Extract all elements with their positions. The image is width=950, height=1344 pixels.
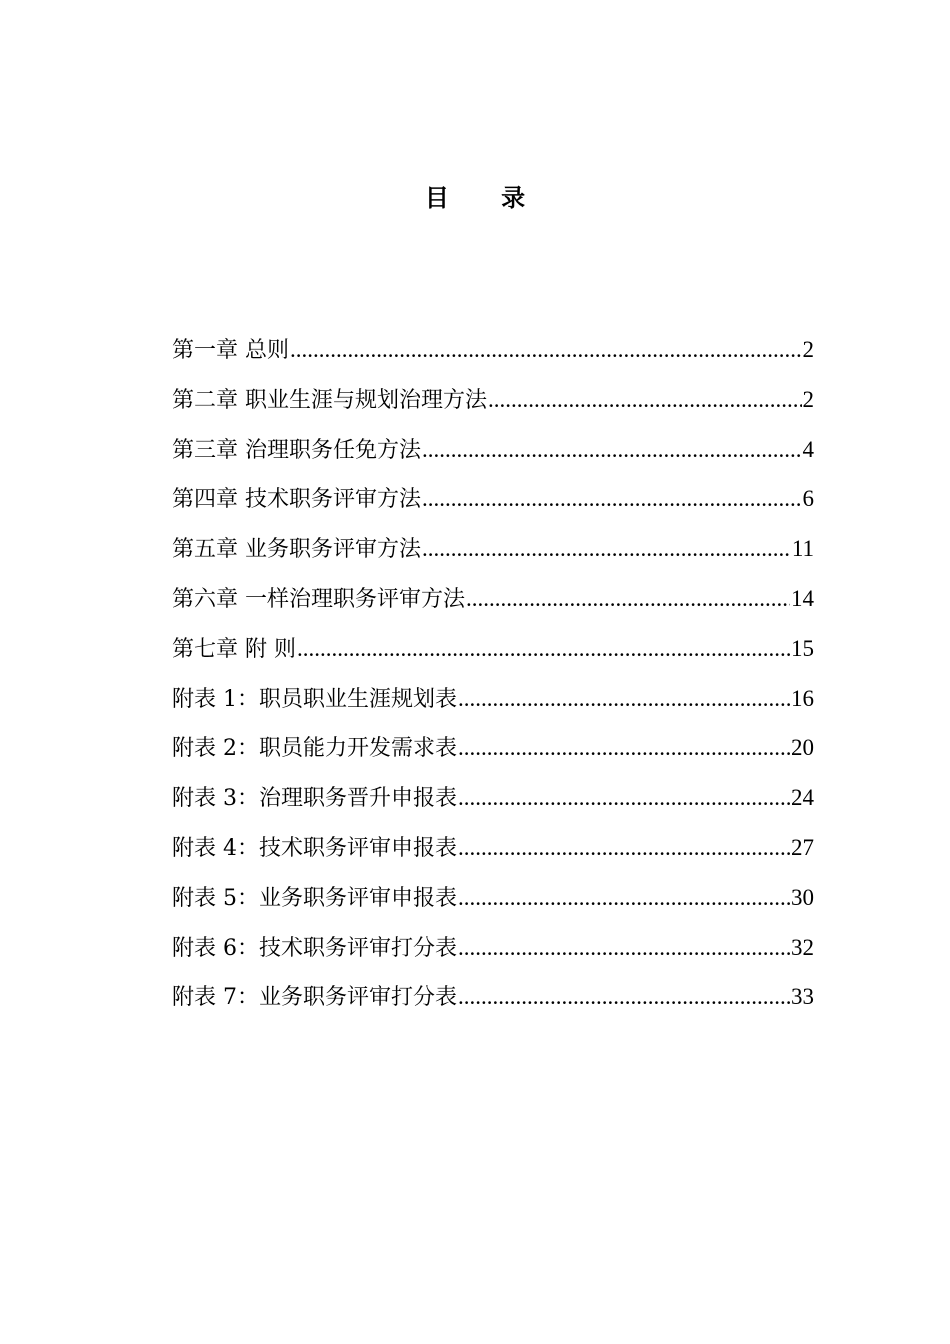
toc-leader-dots [458, 723, 790, 773]
toc-entry[interactable] [172, 972, 814, 1022]
toc-entry-page: 27 [791, 834, 814, 860]
toc-leader-dots [422, 474, 802, 524]
toc-leader-dots [466, 574, 790, 624]
toc-entry-label: 附表 2：职员能力开发需求表 [172, 736, 457, 762]
toc-entry-label: 第六章 一样治理职务评审方法 [172, 586, 465, 612]
toc-entry-label: 第一章 总则 [172, 338, 289, 363]
toc-entry-page: 30 [791, 884, 814, 910]
toc-entry[interactable] [172, 723, 814, 773]
toc-leader-dots [422, 524, 791, 574]
toc-leader-dots [297, 624, 790, 674]
toc-leader-dots [488, 375, 802, 425]
toc-leader-dots [422, 425, 802, 475]
toc-entry[interactable] [172, 823, 814, 873]
toc-entry-page: 2 [802, 386, 814, 412]
toc-leader-dots [458, 823, 790, 873]
toc-entry[interactable] [172, 923, 814, 973]
toc-entry[interactable] [172, 574, 814, 624]
toc-entry-label: 第五章 业务职务评审方法 [172, 537, 421, 563]
toc-entry-page: 2 [802, 337, 814, 362]
toc-entry-page: 16 [791, 685, 814, 711]
toc-entry-page: 24 [791, 785, 814, 811]
toc-entry-label: 附表 3：治理职务晋升申报表 [172, 786, 457, 812]
toc-entry[interactable] [172, 325, 814, 375]
toc-entry[interactable] [172, 524, 814, 574]
toc-entry-page: 6 [802, 486, 814, 512]
toc-entry-label: 第七章 附 则 [172, 636, 296, 662]
toc-entry[interactable] [172, 773, 814, 823]
toc-entry-label: 第二章 职业生涯与规划治理方法 [172, 387, 487, 413]
toc-entry-label: 附表 7：业务职务评审打分表 [172, 985, 457, 1011]
toc-entry[interactable] [172, 624, 814, 674]
toc-entry-page: 32 [791, 934, 814, 960]
toc-entry-page: 20 [791, 735, 814, 761]
toc-entry[interactable] [172, 425, 814, 475]
toc-leader-dots [290, 325, 802, 375]
toc-entry[interactable] [172, 375, 814, 425]
toc-entry-label: 第四章 技术职务评审方法 [172, 487, 421, 513]
toc-leader-dots [458, 923, 790, 973]
toc-entry-page: 14 [791, 585, 814, 611]
toc-leader-dots [458, 674, 790, 724]
toc-entry-page: 15 [791, 635, 814, 661]
toc-entry-label: 附表 1：职员职业生涯规划表 [172, 686, 457, 712]
toc-entry-label: 附表 5：业务职务评审申报表 [172, 885, 457, 911]
table-of-contents [172, 325, 814, 1022]
toc-leader-dots [458, 873, 790, 923]
toc-entry[interactable] [172, 873, 814, 923]
toc-entry[interactable] [172, 474, 814, 524]
toc-leader-dots [458, 972, 790, 1022]
toc-entry-label: 附表 6：技术职务评审打分表 [172, 935, 457, 961]
toc-entry[interactable] [172, 674, 814, 724]
toc-entry-label: 附表 4：技术职务评审申报表 [172, 835, 457, 861]
toc-entry-page: 33 [791, 984, 814, 1010]
toc-title: 目 录 [424, 184, 548, 212]
toc-entry-label: 第三章 治理职务任免方法 [172, 437, 421, 463]
toc-entry-page: 11 [791, 536, 814, 562]
toc-leader-dots [458, 773, 790, 823]
toc-entry-page: 4 [802, 436, 814, 462]
